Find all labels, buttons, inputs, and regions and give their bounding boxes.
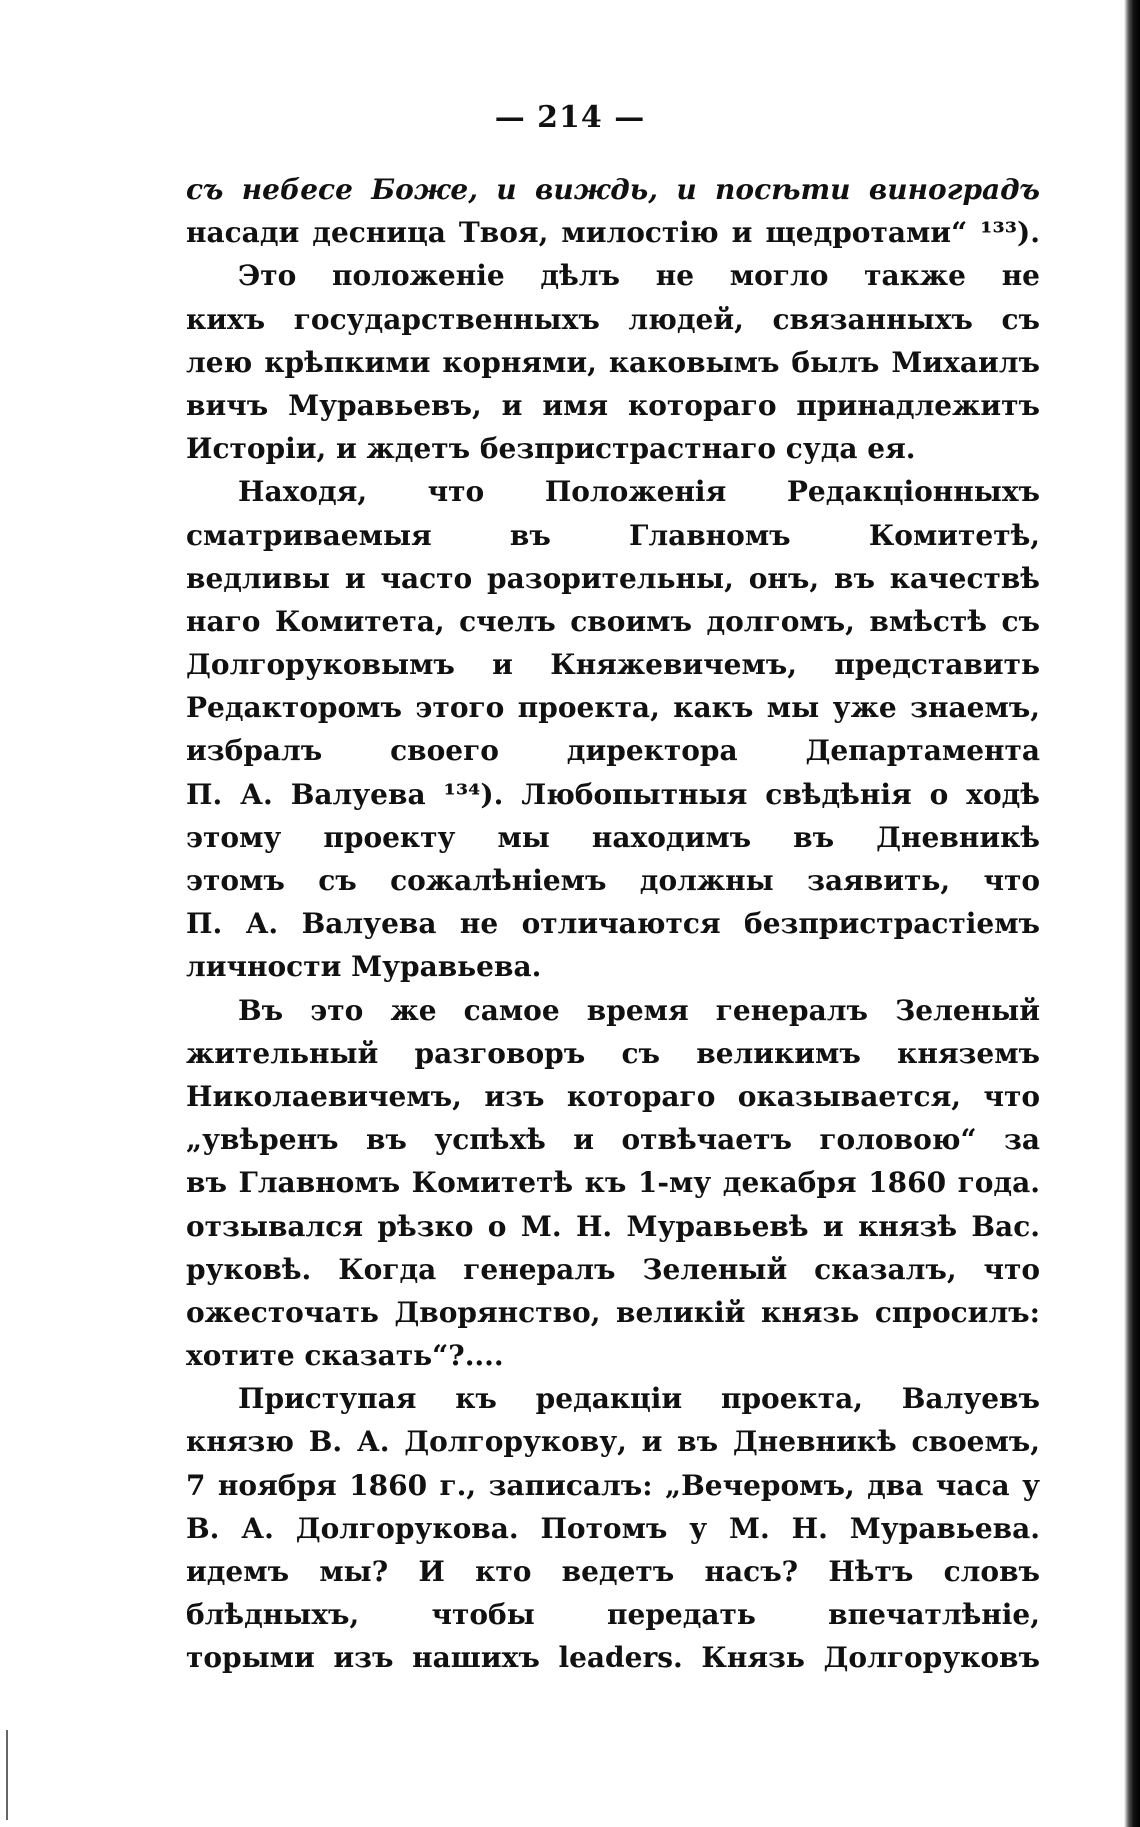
- text-line: [186, 341, 1040, 384]
- text-line-content: Исторіи, и ждетъ безпристрастнаго суда ея.: [186, 432, 916, 466]
- text-line-content: П. А. Валуева ¹³⁴). Любопытныя свѣдѣнія о ходѣ: [186, 777, 1040, 811]
- text-line-content: съ небесе Боже, и виждь, и посѣти виноградъ: [186, 173, 1040, 206]
- text-line-content: 7 ноября 1860 г., записалъ: „Вечеромъ, два часа у: [186, 1468, 1040, 1502]
- text-line-content: идемъ мы? И кто ведетъ насъ? Нѣтъ словъ: [186, 1555, 1040, 1588]
- text-line-content: Это положеніе дѣлъ не могло также не: [238, 259, 1040, 293]
- text-line-content: сматриваемыя въ Главномъ Комитетѣ,: [186, 518, 1040, 552]
- text-line: [186, 1377, 1040, 1420]
- text-line-content: отзывался рѣзко о М. Н. Муравьевѣ и князѣ Вас.: [186, 1209, 1040, 1243]
- text-line: [186, 1205, 1040, 1248]
- text-line: [186, 643, 1040, 686]
- text-line: [186, 1032, 1040, 1075]
- text-line-content: П. А. Валуева не отличаются безпристрастіемъ: [186, 907, 1040, 941]
- text-line: [186, 945, 1040, 988]
- text-line-content: личности Муравьева.: [186, 950, 542, 984]
- text-line-content: хотите сказать“?....: [186, 1339, 504, 1373]
- text-line: [186, 1464, 1040, 1507]
- text-line-content: Николаевичемъ, изъ котораго оказывается, что: [186, 1079, 1040, 1113]
- text-line: [186, 1420, 1040, 1463]
- page-edge-shadow: [1124, 0, 1140, 1827]
- text-line-content: Редакторомъ этого проекта, какъ мы уже знаемъ,: [186, 691, 1040, 725]
- text-line: [186, 1593, 1040, 1636]
- text-line-content: руковѣ. Когда генералъ Зеленый сказалъ, что: [186, 1252, 1040, 1286]
- text-line: [186, 686, 1040, 729]
- text-line-content: этомъ съ сожалѣніемъ должны заявить, что: [186, 864, 1040, 897]
- text-line-content: жительный разговоръ съ великимъ княземъ: [186, 1036, 1040, 1070]
- text-line-content: кихъ государственныхъ людей, связанныхъ съ: [186, 302, 1040, 336]
- text-line-content: лею крѣпкими корнями, каковымъ былъ Михаилъ: [186, 345, 1040, 379]
- text-line-content: Находя, что Положенія Редакціонныхъ: [238, 475, 1040, 509]
- text-line: [186, 1550, 1040, 1593]
- text-line: [186, 298, 1040, 341]
- text-line-content: „увѣренъ въ успѣхѣ и отвѣчаетъ головою“ за: [186, 1123, 1040, 1157]
- text-line: [186, 1075, 1040, 1118]
- body-text: [186, 168, 1040, 1680]
- text-line: [186, 384, 1040, 427]
- text-line: [186, 1161, 1040, 1204]
- text-line: [186, 902, 1040, 945]
- text-line: [186, 1248, 1040, 1291]
- text-line: [186, 211, 1040, 254]
- page-margin-mark: [6, 1730, 8, 1820]
- text-line: [186, 1291, 1040, 1334]
- text-line-content: ожесточать Дворянство, великій князь спросилъ:: [186, 1295, 1040, 1329]
- text-line-content: торыми изъ нашихъ leaders. Князь Долгоруковъ: [186, 1641, 1040, 1675]
- text-line: [186, 729, 1040, 772]
- text-line: [186, 1636, 1040, 1679]
- page-number: — 214 —: [494, 100, 646, 135]
- text-line-content: этому проекту мы находимъ въ Дневникѣ: [186, 820, 1040, 854]
- text-line: [186, 989, 1040, 1032]
- text-line: [186, 557, 1040, 600]
- text-line-content: князю В. А. Долгорукову, и въ Дневникѣ своемъ,: [186, 1425, 1040, 1459]
- text-line-content: Въ это же самое время генералъ Зеленый: [238, 993, 1040, 1027]
- text-line: [186, 859, 1040, 902]
- text-line: [186, 816, 1040, 859]
- text-line-content: избралъ своего директора Департамента: [186, 734, 1040, 768]
- text-line-content: В. А. Долгорукова. Потомъ у М. Н. Муравьева.: [186, 1511, 1040, 1545]
- text-line-content: наго Комитета, счелъ своимъ долгомъ, вмѣстѣ съ: [186, 604, 1040, 638]
- text-line: [186, 254, 1040, 297]
- text-line: [186, 168, 1040, 211]
- text-line: [186, 1507, 1040, 1550]
- text-line: [186, 1118, 1040, 1161]
- text-line: [186, 470, 1040, 513]
- text-line-content: вичъ Муравьевъ, и имя котораго принадлежитъ: [186, 388, 1040, 422]
- text-line-content: ведливы и часто разорительны, онъ, въ качествѣ: [186, 561, 1040, 595]
- text-line: [186, 773, 1040, 816]
- text-line-content: Приступая къ редакціи проекта, Валуевъ: [238, 1382, 1040, 1416]
- text-line-content: Долгоруковымъ и Княжевичемъ, представить: [186, 648, 1040, 682]
- text-line: [186, 1334, 1040, 1377]
- text-line-content: насади десница Твоя, милостію и щедротами“ ¹³³).: [186, 216, 1040, 250]
- text-line: [186, 600, 1040, 643]
- text-line-content: въ Главномъ Комитетѣ къ 1-му декабря 1860 года.: [186, 1166, 1040, 1200]
- text-line: [186, 427, 1040, 470]
- text-line: [186, 514, 1040, 557]
- text-line-content: блѣдныхъ, чтобы передать впечатлѣніе,: [186, 1598, 1040, 1632]
